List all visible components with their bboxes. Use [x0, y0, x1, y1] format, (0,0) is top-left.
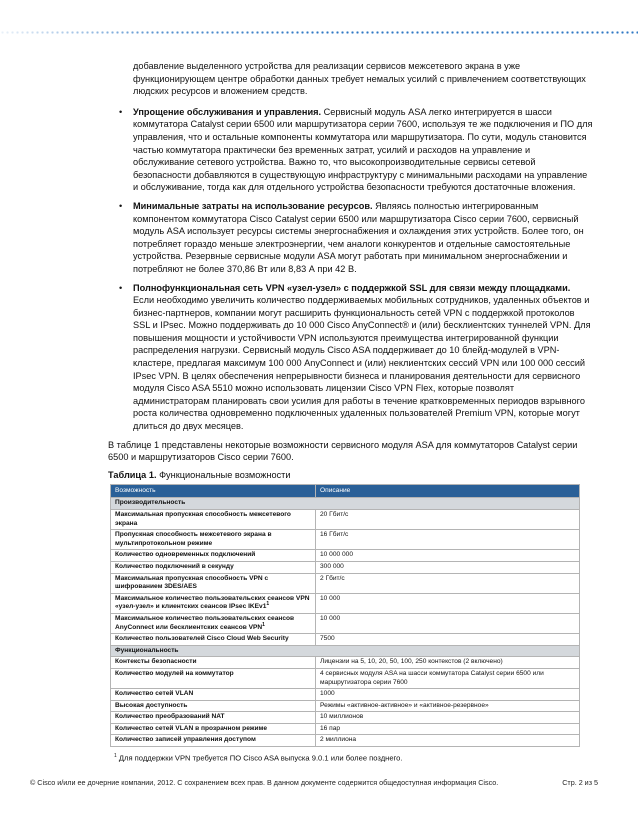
footnote-marker: 1 [262, 621, 265, 628]
section-row-functionality [111, 645, 580, 657]
table-caption-label: Таблица 1. [108, 469, 157, 480]
table-intro-paragraph: В таблице 1 представлены некоторые возможности сервисного модуля ASA для коммутаторов Catalyst серии 6500 и маршрутизаторов Cisco серии 7600. [108, 439, 578, 463]
bullet-icon: • [119, 282, 123, 293]
row-value: 10 000 [316, 593, 580, 613]
row-feature: Количество сетей VLAN [111, 689, 316, 701]
table-header-row [111, 484, 580, 498]
row-value: 2 Гбит/с [316, 573, 580, 593]
footnote-number: 1 [114, 753, 117, 760]
table-row [111, 668, 580, 688]
table-row [111, 735, 580, 747]
bullet-icon: • [119, 106, 123, 117]
copyright-text: © Cisco и/или ее дочерние компании, 2012. С сохранением всех прав. В данном документе содержится общедоступная информация Cisco. [30, 778, 499, 787]
row-feature: Количество преобразований NAT [111, 712, 316, 724]
table-caption-text: Функциональные возможности [156, 469, 291, 480]
benefits-list [108, 106, 593, 433]
bullet-icon: • [119, 200, 123, 211]
row-feature: Количество сетей VLAN в прозрачном режиме [111, 723, 316, 735]
bullet-text: Являясь полностью интегрированным компонентом коммутатора Cisco Catalyst серии 6500 или маршрутизатора Cisco серии 7600, сервисный модуль ASA использует ресурсы системы энергоснабжения и охлаждения этих устройств. Более того, он потребляет гораздо меньше электроэнергии, чем аналоги конкурентов и отдельные самостоятельные устройства. Резервные сервисные модули ASA могут работать при минимальном энергоснабжении и потребляют не более 370,86 Вт или 8,83 А при 42 В. [133, 200, 584, 274]
header-feature: Возможность [111, 484, 316, 498]
bullet-text: Если необходимо увеличить количество поддерживаемых мобильных сотрудников, удаленных объектов и бизнес-партнеров, компании могут расширить функциональность сетей VPN с поддержкой протоколов SSL и IPsec. Можно поддерживать до 10 000 Cisco AnyConnect® и (или) бесклиентских туннелей VPN. Для повышения мощности и устойчивости VPN используются преимущества интегрированной функции распределения нагрузки. Сервисный модуль Cisco ASA поддерживает до 10 блейд-модулей в VPN-кластере, предлагая максимум 100 000 AnyConnect и (или) неклиентских сессий VPN или 100 000 сессий IPsec VPN. В целях обеспечения непрерывности бизнеса и планирования деятельности для сервисного модуля Cisco ASA 5510 можно использовать лицензии Cisco VPN Flex, которые позволят администраторам планировать свои усилия для работы в течение кратковременных периодов взрывного роста количества одновременно подключенных удаленных пользователей Premium VPN, которые могут длиться до двух месяцев. [133, 295, 591, 432]
row-feature-text: Максимальное количество пользовательских сеансов AnyConnect или бесклиентских сеансов VPN [115, 614, 295, 631]
table-caption [108, 470, 593, 480]
page-number: Стр. 2 из 5 [562, 778, 598, 787]
row-feature-text: Максимальное количество пользовательских сеансов VPN «узел-узел» и клиентских сеансов IPsec IKEv1 [115, 594, 310, 611]
row-value: 7500 [316, 634, 580, 646]
table-row [111, 593, 580, 613]
row-value: 10 000 [316, 613, 580, 633]
row-value: 300 000 [316, 561, 580, 573]
row-value: 10 000 000 [316, 550, 580, 562]
row-value: 20 Гбит/с [316, 510, 580, 530]
row-value: 4 сервисных модуля ASA на шасси коммутатора Catalyst серии 6500 или маршрутизатора серии 7600 [316, 668, 580, 688]
bullet-title: Упрощение обслуживания и управления. [133, 106, 322, 117]
header-description: Описание [316, 484, 580, 498]
table-row [111, 700, 580, 712]
table-row [111, 712, 580, 724]
table-row [111, 561, 580, 573]
table-row [111, 613, 580, 633]
section-functionality: Функциональность [111, 645, 580, 657]
footnote-marker: 1 [266, 601, 270, 608]
footnote-text: Для поддержки VPN требуется ПО Cisco ASA выпуска 9.0.1 или более позднего. [116, 753, 403, 763]
row-feature: Пропускная способность межсетевого экрана в мультипротокольном режиме [111, 530, 316, 550]
footnote [108, 753, 593, 763]
row-feature: Контексты безопасности [111, 657, 316, 669]
row-feature: Максимальная пропускная способность VPN с шифрованием 3DES/AES [111, 573, 316, 593]
table-row [111, 723, 580, 735]
table-row [111, 634, 580, 646]
row-feature: Максимальная пропускная способность межсетевого экрана [111, 510, 316, 530]
features-table [110, 484, 580, 747]
row-value: 10 миллионов [316, 712, 580, 724]
page-content [108, 60, 593, 763]
row-feature [111, 593, 316, 613]
row-feature: Количество записей управления доступом [111, 735, 316, 747]
row-feature: Количество одновременных подключений [111, 550, 316, 562]
table-row [111, 530, 580, 550]
header-bar-fade [0, 30, 638, 36]
list-item [108, 200, 593, 276]
bullet-title: Полнофункциональная сеть VPN «узел-узел» с поддержкой SSL для связи между площадками. [133, 282, 571, 293]
row-feature: Высокая доступность [111, 700, 316, 712]
row-feature: Количество пользователей Cisco Cloud Web Security [111, 634, 316, 646]
row-value: 1000 [316, 689, 580, 701]
bullet-title: Минимальные затраты на использование ресурсов. [133, 200, 373, 211]
row-feature: Количество модулей на коммутатор [111, 668, 316, 688]
row-value: 2 миллиона [316, 735, 580, 747]
row-feature [111, 613, 316, 633]
bullet-text: Сервисный модуль ASA легко интегрируется в шасси коммутатора Catalyst серии 6500 или маршрутизатора серии 7600, используя те же подключения и ПО для управления, что и остальные компоненты коммутатора или маршрутизатора. По сути, модуль становится частью коммутатора практически без временных затрат, усилий и расходов на управление и обслуживание сетевого устройства. Важно то, что высокопроизводительные сервисы сетевой безопасности добавляются в существующую инфраструктуру с минимальными расходами на управление и обслуживание, тогда как для отдельного устройства безопасности требуются достаточные вложения. [133, 106, 593, 193]
section-row-performance [111, 498, 580, 510]
row-value: 16 Гбит/с [316, 530, 580, 550]
table-row [111, 510, 580, 530]
row-value: 16 пар [316, 723, 580, 735]
table-row [111, 657, 580, 669]
list-item [108, 106, 593, 194]
table-row [111, 550, 580, 562]
intro-paragraph: добавление выделенного устройства для реализации сервисов межсетевого экрана в уже функционирующем центре обработки данных требует немалых усилий с привлечением соответствующих людских ресурсов и вложением средств. [133, 61, 586, 97]
section-performance: Производительность [111, 498, 580, 510]
table-row [111, 689, 580, 701]
list-item [108, 282, 593, 433]
table-row [111, 573, 580, 593]
row-value: Режимы «активное-активное» и «активное-резервное» [316, 700, 580, 712]
row-value: Лицензии на 5, 10, 20, 50, 100, 250 контекстов (2 включено) [316, 657, 580, 669]
row-feature: Количество подключений в секунду [111, 561, 316, 573]
